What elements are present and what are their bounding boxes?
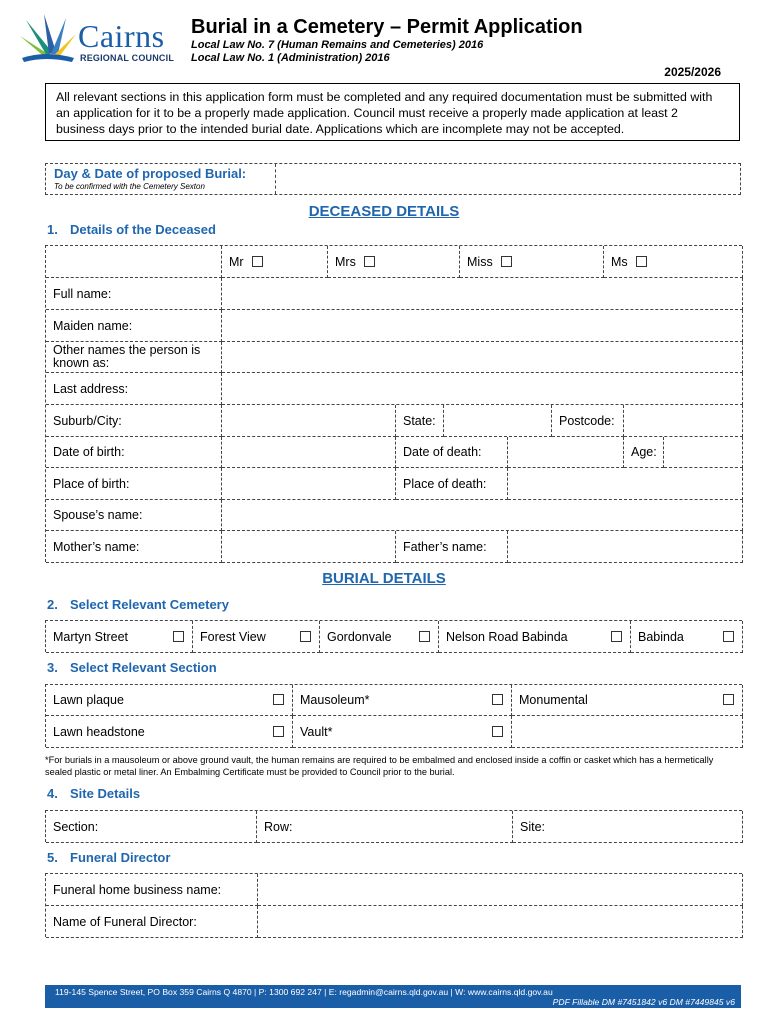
title-label: Miss <box>467 254 493 269</box>
maiden-name-label: Maiden name: <box>46 310 222 342</box>
state-input[interactable] <box>444 405 552 437</box>
pod-label: Place of death: <box>396 468 508 500</box>
last-address-label: Last address: <box>46 373 222 405</box>
checkbox-lawn-plaque[interactable] <box>273 694 284 705</box>
full-name-label: Full name: <box>46 278 222 310</box>
title-option-mr[interactable] <box>222 246 328 278</box>
pod-input[interactable] <box>508 468 743 500</box>
age-label: Age: <box>624 437 664 468</box>
title-option-ms[interactable] <box>604 246 743 278</box>
checkbox-martyn-street[interactable] <box>173 631 184 642</box>
section-number: 1. <box>47 222 58 237</box>
father-label: Father’s name: <box>396 531 508 563</box>
section-label: Funeral Director <box>70 850 171 865</box>
spouse-input[interactable] <box>222 500 743 531</box>
father-input[interactable] <box>508 531 743 563</box>
burial-date-note: To be confirmed with the Cemetery Sexton <box>54 182 205 191</box>
section-label: Select Relevant Section <box>70 660 217 675</box>
section-1-heading <box>47 222 216 237</box>
funeral-home-input[interactable] <box>258 874 743 906</box>
section-5-heading <box>47 850 170 865</box>
burial-date-label: Day & Date of proposed Burial: <box>54 166 247 181</box>
section-number: 5. <box>47 850 58 865</box>
funeral-director-input[interactable] <box>258 906 743 938</box>
section-2-heading <box>47 597 229 612</box>
cemetery-nelson-road-babinda[interactable] <box>439 621 631 653</box>
cemetery-label: Martyn Street <box>53 629 129 644</box>
spouse-label: Spouse’s name: <box>46 500 222 531</box>
funeral-home-label: Funeral home business name: <box>46 874 258 906</box>
section-option-label: Mausoleum* <box>300 693 370 707</box>
funeral-director-label: Name of Funeral Director: <box>46 906 258 938</box>
section-lawn-plaque[interactable] <box>46 685 293 716</box>
checkbox-mrs[interactable] <box>364 256 375 267</box>
deceased-details-table <box>45 245 742 562</box>
checkbox-forest-view[interactable] <box>300 631 311 642</box>
title-option-mrs[interactable] <box>328 246 460 278</box>
cemetery-gordonvale[interactable] <box>320 621 439 653</box>
full-name-input[interactable] <box>222 278 743 310</box>
section-options <box>45 684 742 747</box>
dod-label: Date of death: <box>396 437 508 468</box>
section-option-label: Vault* <box>300 724 333 739</box>
blank-cell <box>512 716 743 748</box>
title-label: Ms <box>611 254 628 269</box>
footer-bar <box>45 985 741 1008</box>
checkbox-monumental[interactable] <box>723 694 734 705</box>
section-monumental[interactable] <box>512 685 743 716</box>
section-number: 2. <box>47 597 58 612</box>
cemetery-babinda[interactable] <box>631 621 743 653</box>
footer-doc-ref: PDF Fillable DM #7451842 v6 DM #7449845 v6 <box>552 997 735 1007</box>
law-reference-2: Local Law No. 1 (Administration) 2016 <box>191 52 390 64</box>
cemetery-label: Nelson Road Babinda <box>446 629 568 644</box>
mother-input[interactable] <box>222 531 396 563</box>
dob-label: Date of birth: <box>46 437 222 468</box>
dob-input[interactable] <box>222 437 396 468</box>
site-site-field[interactable] <box>513 811 743 843</box>
checkbox-miss[interactable] <box>501 256 512 267</box>
title-option-miss[interactable] <box>460 246 604 278</box>
section-number: 3. <box>47 660 58 675</box>
section-label: Select Relevant Cemetery <box>70 597 229 612</box>
notice-box: All relevant sections in this application form must be completed and any required documentation must be submitted with an application for it to be a properly made application. Council must receive a properly made application at least 2 business days prior to the intended burial date. Applications which are incomplete may not be accepted. <box>45 83 740 141</box>
postcode-label: Postcode: <box>552 405 624 437</box>
checkbox-lawn-headstone[interactable] <box>273 726 284 737</box>
section-option-label: Monumental <box>519 693 588 707</box>
section-vault[interactable] <box>293 716 512 748</box>
embalming-footnote: *For burials in a mausoleum or above ground vault, the human remains are required to be embalmed and enclosed inside a coffin or casket which has a hermetically sealed plastic or metal liner. An Embalming Certificate must be provided to Council prior to the burial. <box>45 755 714 777</box>
checkbox-mr[interactable] <box>252 256 263 267</box>
cemetery-label: Babinda <box>638 629 684 644</box>
field-label: Site: <box>520 819 546 834</box>
checkbox-babinda[interactable] <box>723 631 734 642</box>
postcode-input[interactable] <box>624 405 743 437</box>
field-label: Row: <box>264 819 293 834</box>
field-label: Section: <box>53 819 99 834</box>
law-reference-1: Local Law No. 7 (Human Remains and Cemeteries) 2016 <box>191 39 484 51</box>
other-names-label: Other names the person is known as: <box>46 342 222 373</box>
section-label: Site Details <box>70 786 141 801</box>
cemetery-label: Forest View <box>200 629 266 644</box>
pob-input[interactable] <box>222 468 396 500</box>
section-label: Details of the Deceased <box>70 222 216 237</box>
logo-wordmark: Cairns <box>78 18 165 54</box>
blank-cell <box>46 246 222 278</box>
site-row-field[interactable] <box>257 811 513 843</box>
section-option-label: Lawn plaque <box>53 693 124 707</box>
funeral-director-table <box>45 873 742 937</box>
checkbox-ms[interactable] <box>636 256 647 267</box>
form-year: 2025/2026 <box>664 65 721 79</box>
checkbox-gordonvale[interactable] <box>419 631 430 642</box>
mother-label: Mother’s name: <box>46 531 222 563</box>
title-label: Mr <box>229 254 244 269</box>
section-mausoleum[interactable] <box>293 685 512 716</box>
burial-details-heading: BURIAL DETAILS <box>322 570 446 587</box>
dod-input[interactable] <box>508 437 624 468</box>
footer-contact: 119-145 Spence Street, PO Box 359 Cairns Q 4870 | P: 1300 692 247 | E: regadmin@cairns.qld.gov.au | W: www.cairns.qld.gov.au <box>55 987 553 997</box>
section-4-heading <box>47 786 140 801</box>
page-title: Burial in a Cemetery – Permit Application <box>191 16 583 38</box>
deceased-details-heading: DECEASED DETAILS <box>308 203 460 220</box>
cemetery-options <box>45 620 742 652</box>
logo-subtitle: REGIONAL COUNCIL <box>80 53 175 63</box>
maiden-name-input[interactable] <box>222 310 743 342</box>
last-address-input[interactable] <box>222 373 743 405</box>
suburb-label: Suburb/City: <box>46 405 222 437</box>
pob-label: Place of birth: <box>46 468 222 500</box>
burial-date-row <box>45 163 741 195</box>
section-lawn-headstone[interactable] <box>46 716 293 748</box>
cemetery-label: Gordonvale <box>327 629 392 644</box>
checkbox-mausoleum[interactable] <box>492 694 503 705</box>
cemetery-forest-view[interactable] <box>193 621 320 653</box>
title-label: Mrs <box>335 254 356 269</box>
site-details-table <box>45 810 742 842</box>
state-label: State: <box>396 405 444 437</box>
suburb-input[interactable] <box>222 405 396 437</box>
site-section-field[interactable] <box>46 811 257 843</box>
other-names-input[interactable] <box>222 342 743 373</box>
section-option-label: Lawn headstone <box>53 724 145 739</box>
burial-date-input[interactable] <box>276 164 741 194</box>
age-input[interactable] <box>664 437 743 468</box>
checkbox-nelson-road-babinda[interactable] <box>611 631 622 642</box>
checkbox-vault[interactable] <box>492 726 503 737</box>
palm-logo-icon <box>16 14 78 64</box>
cemetery-martyn-street[interactable] <box>46 621 193 653</box>
section-number: 4. <box>47 786 58 801</box>
section-3-heading <box>47 660 217 675</box>
